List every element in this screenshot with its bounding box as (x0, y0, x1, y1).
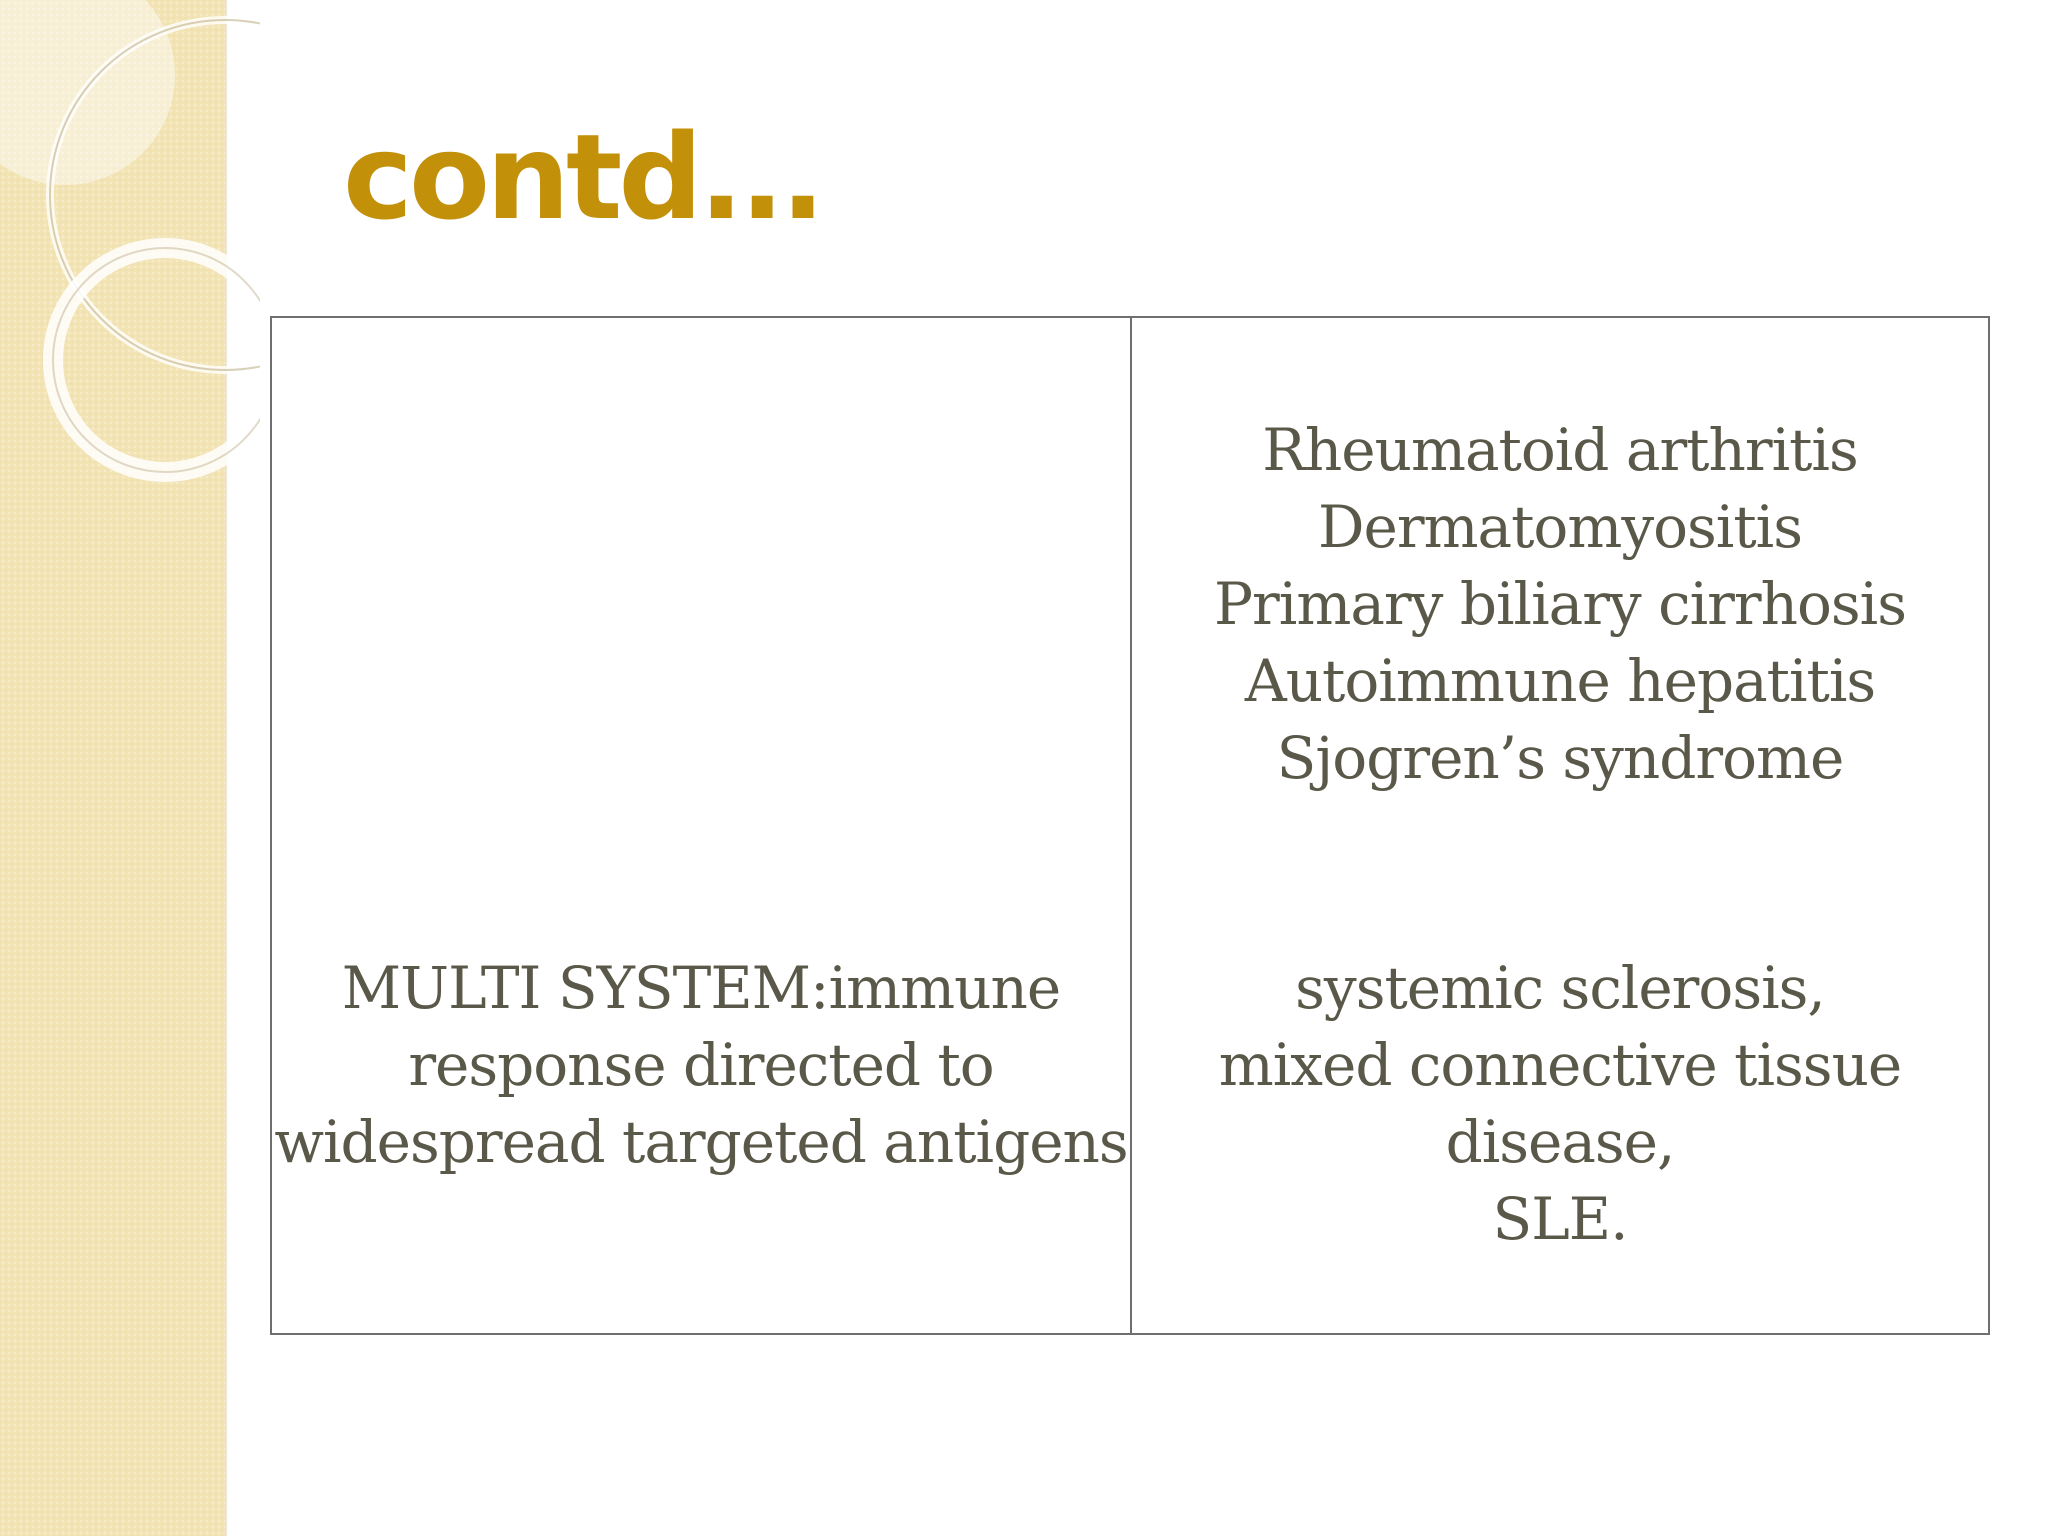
left-cell-text (272, 950, 1130, 1181)
right-cell-line: Rheumatoid arthritis (1262, 416, 1858, 484)
table-left-cell (272, 318, 1132, 1333)
right-cell-line: disease, (1445, 1108, 1675, 1176)
right-cell-line: Dermatomyositis (1318, 493, 1802, 561)
right-cell-line: Sjogren’s syndrome (1276, 724, 1844, 792)
right-cell-line: mixed connective tissue (1218, 1031, 1902, 1099)
left-cell-line: MULTI SYSTEM:immune (341, 954, 1061, 1022)
right-cell-disease-list (1132, 412, 1988, 797)
content-table (270, 316, 1990, 1335)
right-cell-line: SLE. (1492, 1185, 1628, 1253)
right-cell-line: Primary biliary cirrhosis (1214, 570, 1906, 638)
right-cell-line: systemic sclerosis, (1295, 954, 1825, 1022)
right-cell-multisystem-list (1132, 950, 1988, 1258)
left-cell-line: response directed to (408, 1031, 994, 1099)
left-cell-line: widespread targeted antigens (274, 1108, 1128, 1176)
table-right-cell (1132, 318, 1988, 1333)
decorative-circles (0, 0, 260, 520)
slide-title: contd... (343, 108, 822, 246)
right-cell-line: Autoimmune hepatitis (1244, 647, 1876, 715)
